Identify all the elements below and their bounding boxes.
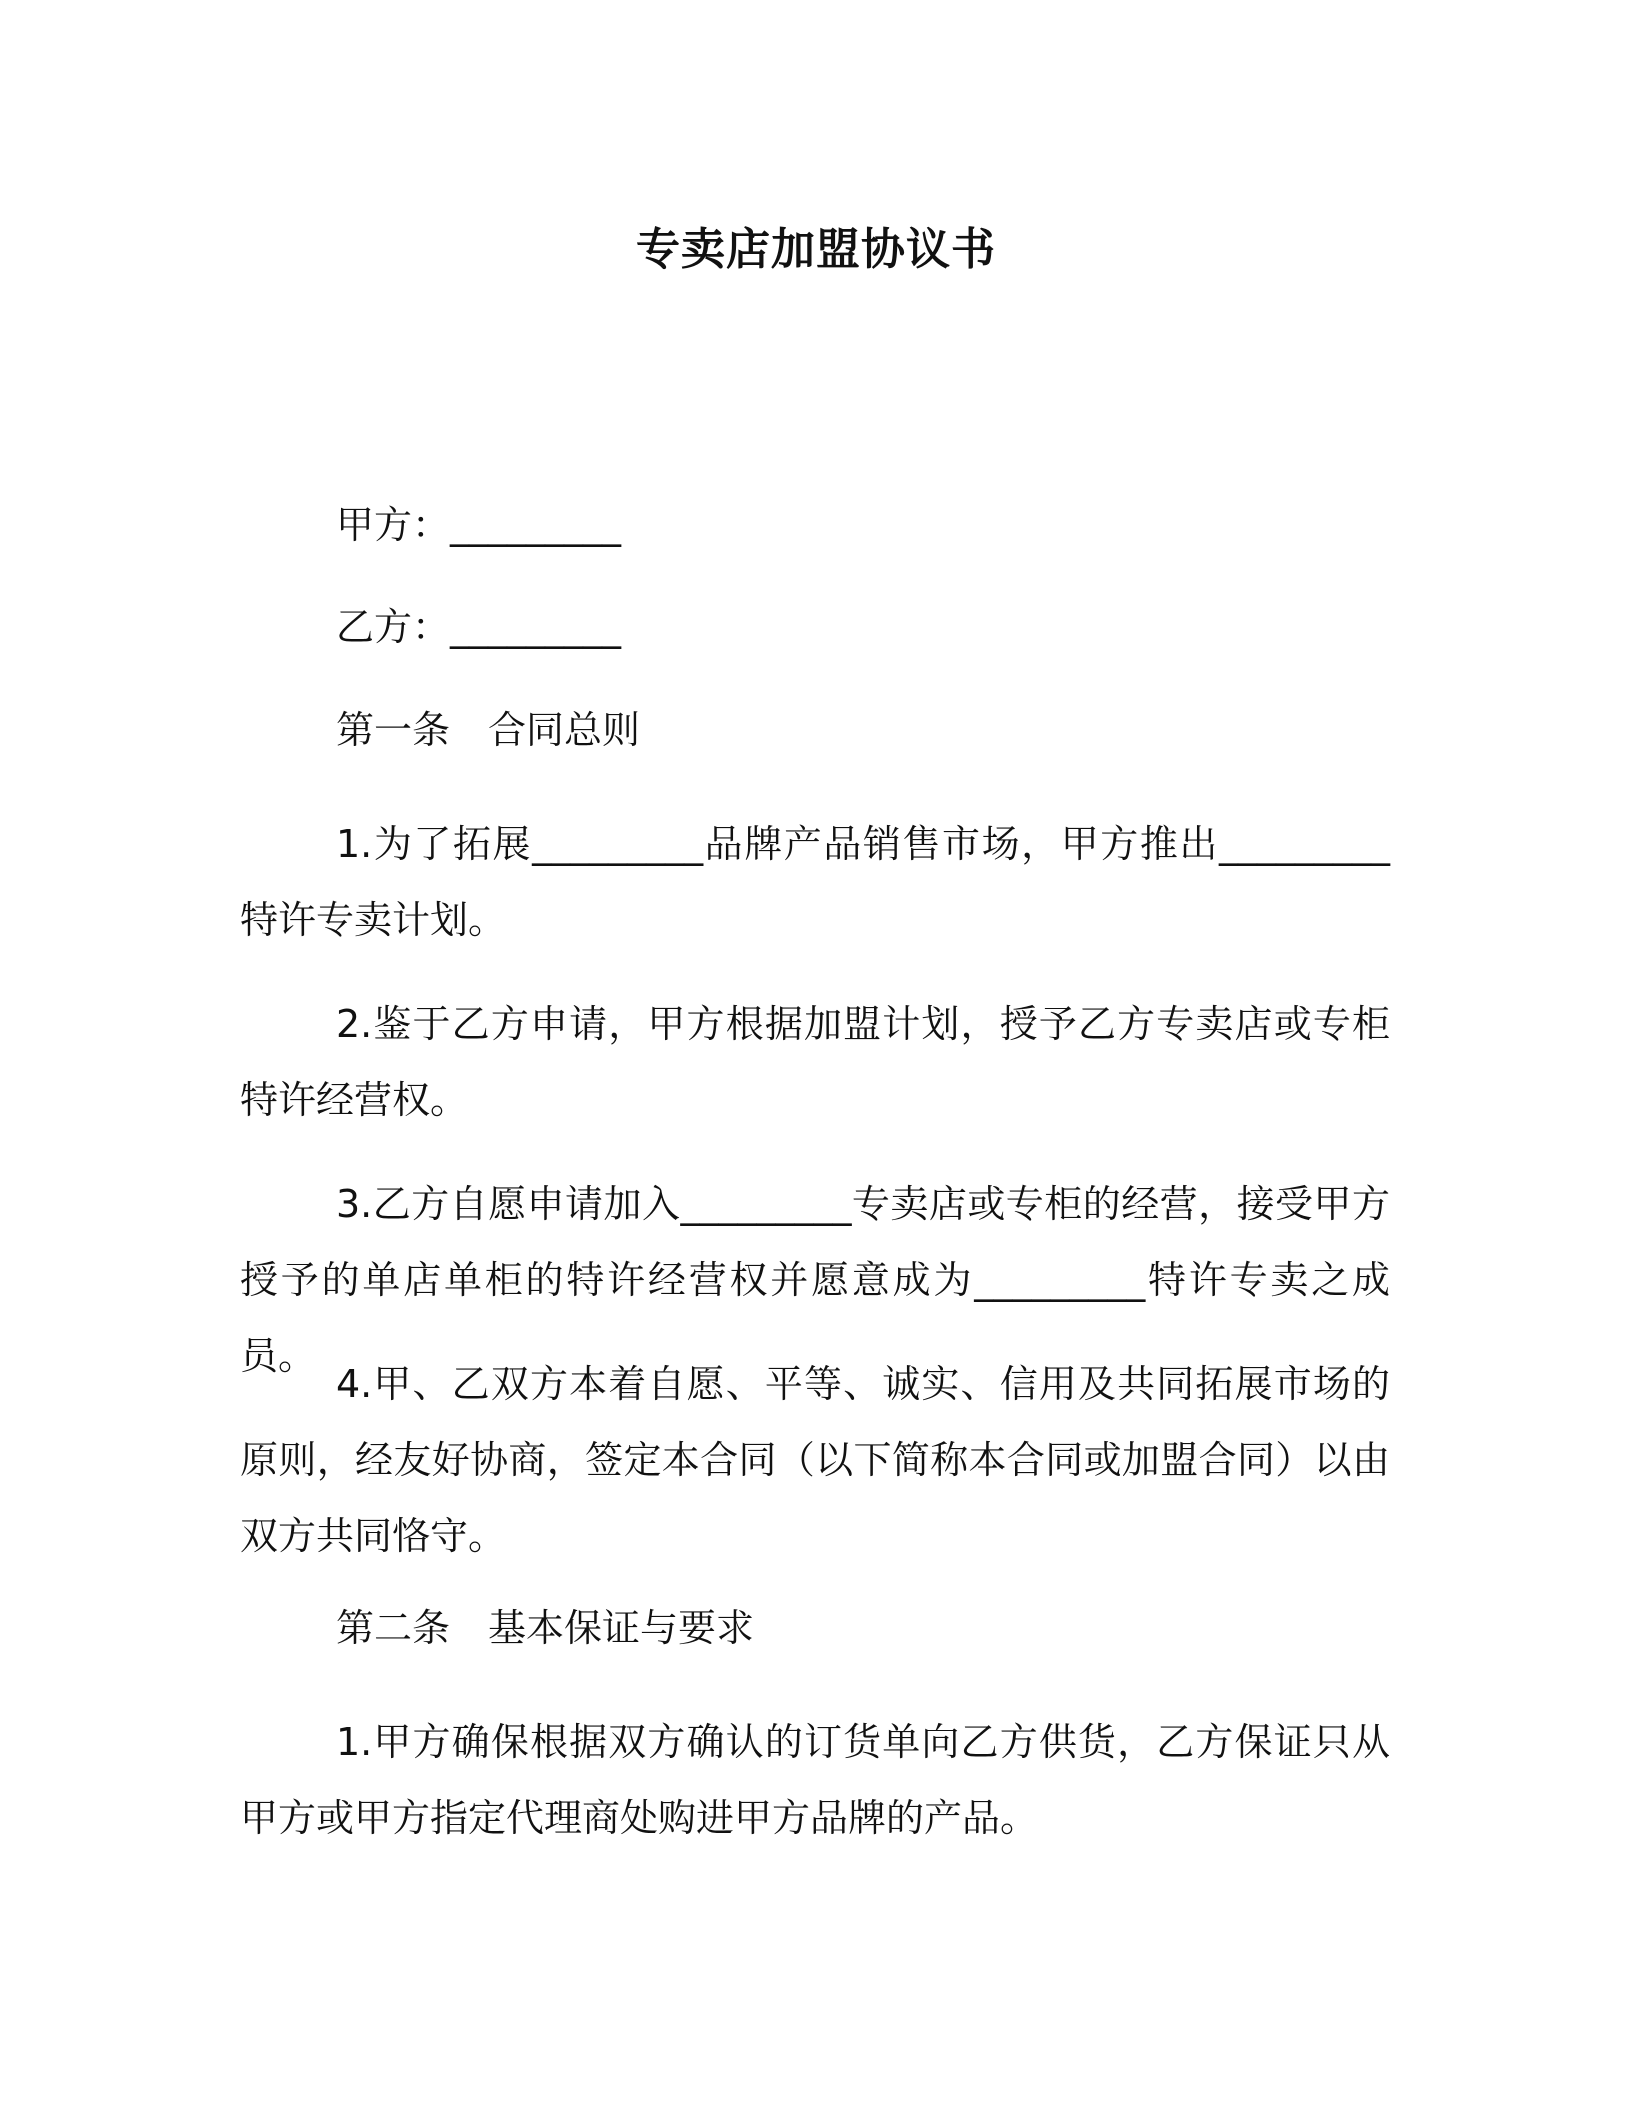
article-1-item-4: 4.甲、乙双方本着自愿、平等、诚实、信用及共同拓展市场的原则，经友好协商，签定本合同（以下简称本合同或加盟合同）以由双方共同恪守。: [240, 1362, 1390, 1558]
article-1-heading: 第一条 合同总则: [336, 708, 641, 752]
article-2-heading: 第二条 基本保证与要求: [336, 1606, 755, 1650]
article-1-item-2: 2.鉴于乙方申请，甲方根据加盟计划，授予乙方专卖店或专柜特许经营权。: [240, 1002, 1390, 1122]
party-a-line: 甲方：_________: [336, 503, 622, 547]
party-b-line: 乙方：_________: [336, 605, 622, 649]
article-1-item-1: 1.为了拓展_________品牌产品销售市场，甲方推出_________特许专卖计划。: [240, 822, 1390, 942]
document-title: 专卖店加盟协议书: [636, 224, 996, 275]
article-1-item-3: 3.乙方自愿申请加入_________专卖店或专柜的经营，接受甲方授予的单店单柜的特许经营权并愿意成为_________特许专卖之成员。: [240, 1182, 1390, 1378]
article-2-item-1: 1.甲方确保根据双方确认的订货单向乙方供货，乙方保证只从甲方或甲方指定代理商处购进甲方品牌的产品。: [240, 1720, 1390, 1840]
